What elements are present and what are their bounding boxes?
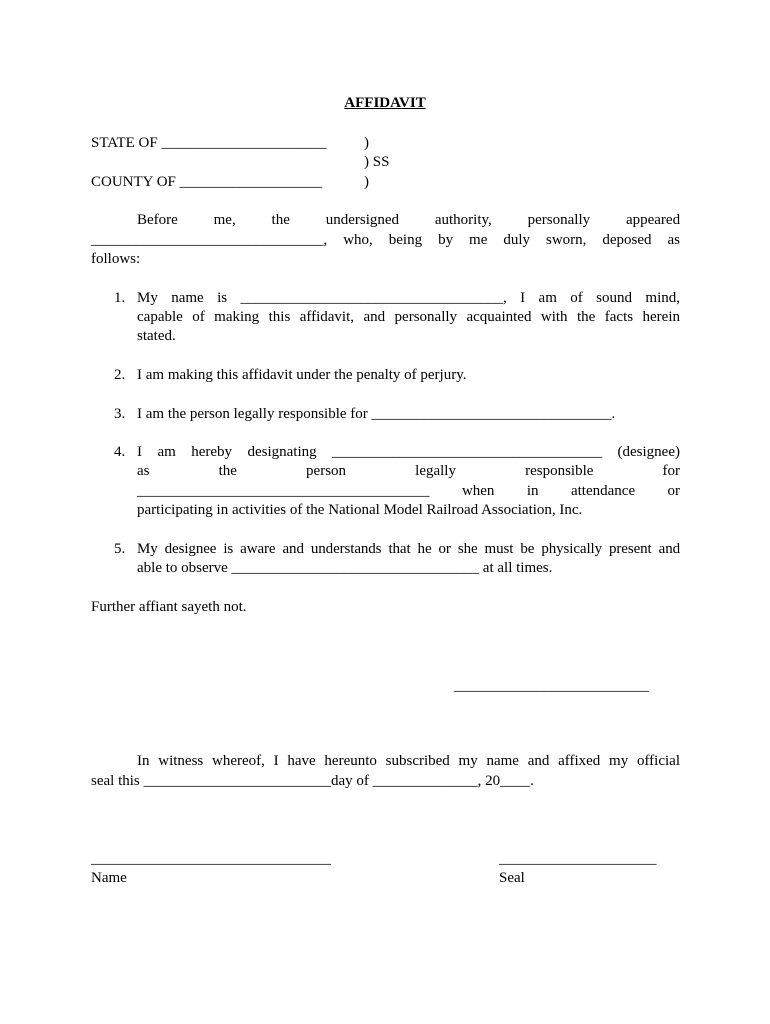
witness-line-2: seal this _________________________day of ______________, 20____.	[91, 773, 534, 789]
item-5-line-2: able to observe _________________________________ at all times.	[137, 560, 553, 576]
name-signature-line: ________________________________	[91, 851, 331, 867]
venue-ss: ) SS	[364, 154, 390, 170]
state-of-field: STATE OF ______________________	[91, 135, 327, 151]
item-4-line-4: participating in activities of the National Model Railroad Association, Inc.	[137, 502, 583, 518]
affiant-signature-line: __________________________	[454, 678, 649, 694]
item-1-line-2: capable of making this affidavit, and personally acquainted with the facts herein	[137, 309, 680, 325]
document-title: AFFIDAVIT	[344, 95, 426, 111]
seal-label: Seal	[499, 870, 525, 886]
name-label: Name	[91, 870, 127, 886]
item-5-number: 5.	[114, 541, 126, 557]
intro-line-2: _______________________________, who, being by me duly sworn, deposed as	[91, 232, 680, 248]
item-4-line-2: as the person legally responsible for	[137, 463, 681, 479]
item-4-line-1: I am hereby designating ____________________________________ (designee)	[137, 444, 680, 460]
item-2-number: 2.	[114, 367, 126, 383]
item-5-line-1: My designee is aware and understands that he or she must be physically present and	[137, 541, 680, 557]
seal-signature-line: _____________________	[499, 851, 657, 867]
item-4-line-3: _______________________________________ when in attendance or	[137, 483, 681, 499]
item-2-line-1: I am making this affidavit under the penalty of perjury.	[137, 367, 467, 383]
item-1-line-3: stated.	[137, 328, 176, 344]
item-1-line-1: My name is ___________________________________, I am of sound mind,	[137, 290, 680, 306]
intro-line-3: follows:	[91, 251, 141, 267]
venue-paren-1: )	[364, 135, 369, 151]
item-3-line-1: I am the person legally responsible for ________________________________.	[137, 406, 616, 422]
item-1-number: 1.	[114, 290, 126, 306]
witness-line-1: In witness whereof, I have hereunto subscribed my name and affixed my official	[137, 753, 680, 769]
item-4-number: 4.	[114, 444, 126, 460]
closing-statement: Further affiant sayeth not.	[91, 599, 247, 615]
venue-paren-3: )	[364, 174, 369, 190]
item-3-number: 3.	[114, 406, 126, 422]
intro-line-1: Before me, the undersigned authority, personally appeared	[137, 212, 681, 228]
county-of-field: COUNTY OF ___________________	[91, 174, 323, 190]
